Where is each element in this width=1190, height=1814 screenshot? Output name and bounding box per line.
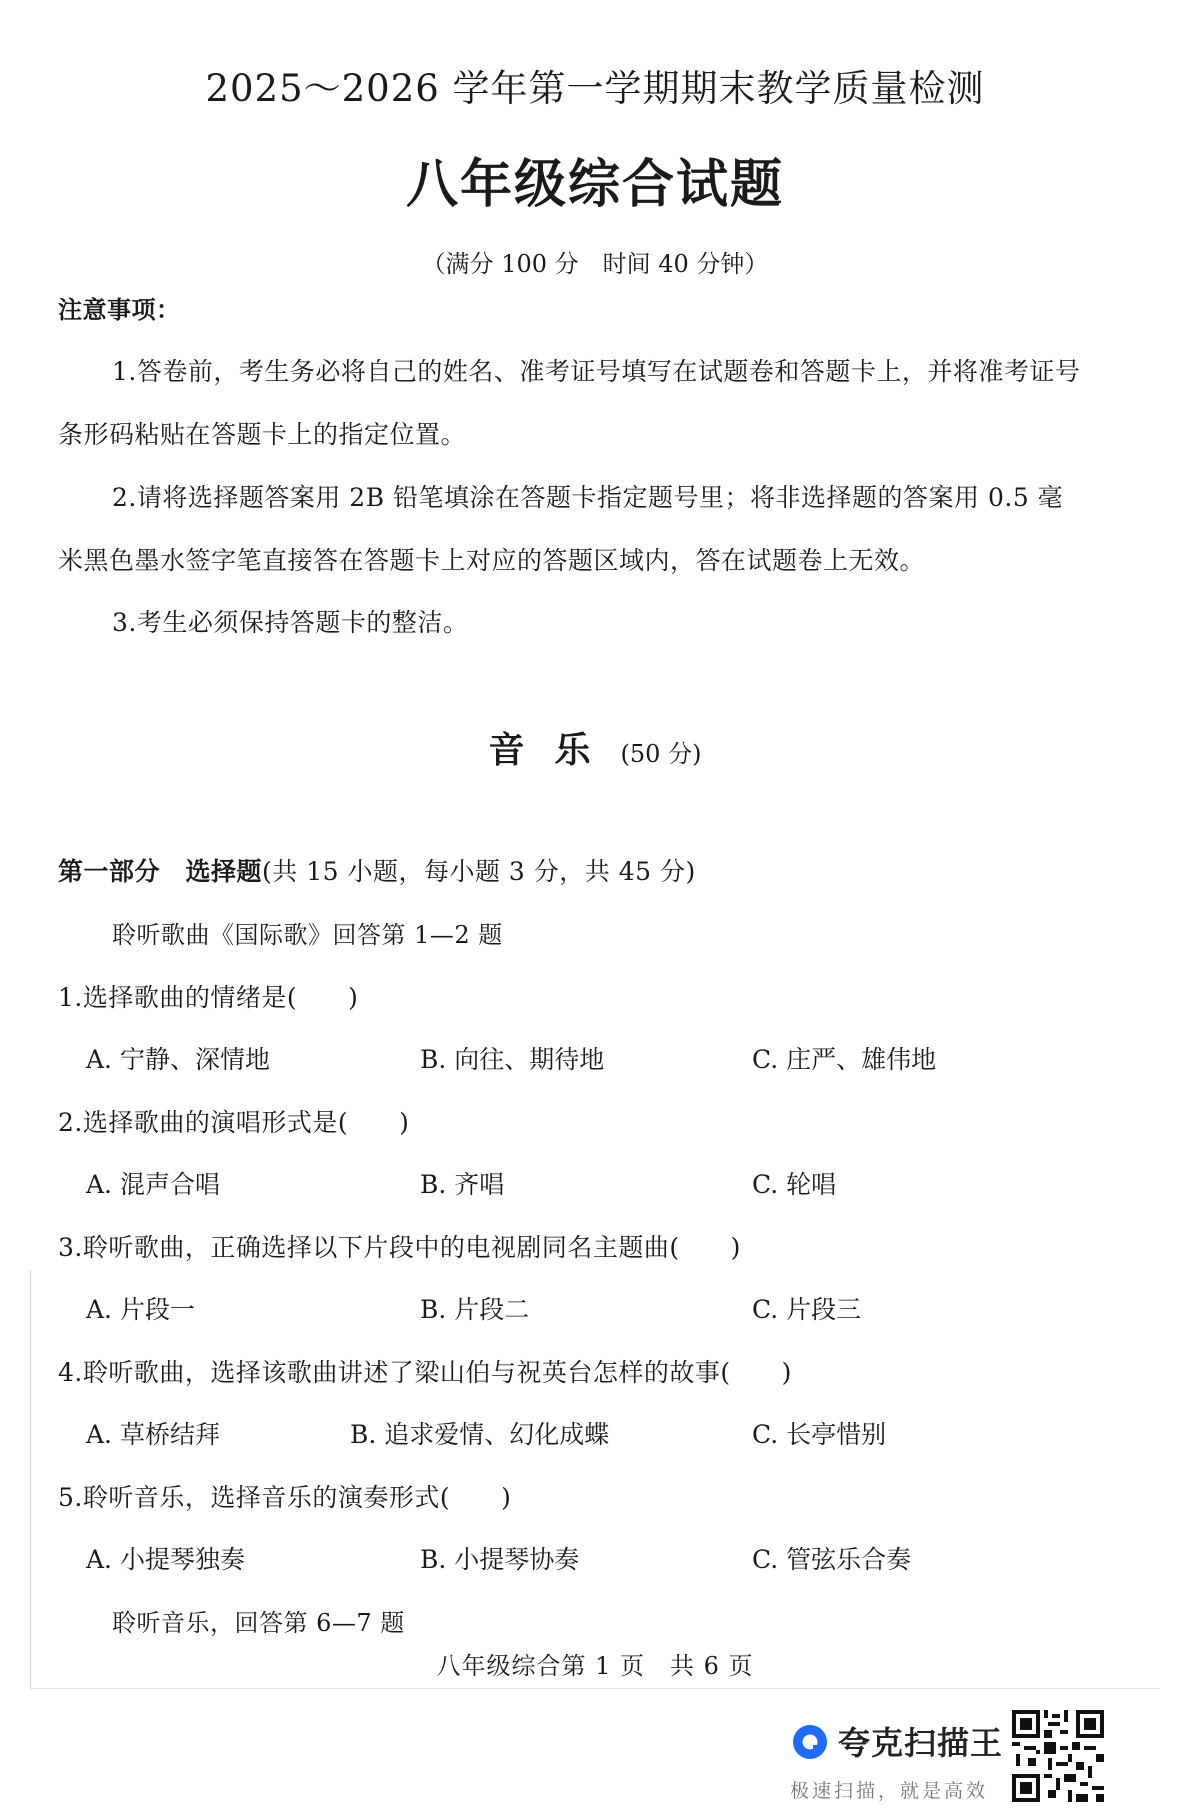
question-4: 4.聆听歌曲，选择该歌曲讲述了梁山伯与祝英台怎样的故事( ) <box>58 1358 792 1387</box>
listen-intro-1: 聆听歌曲《国际歌》回答第 1—2 题 <box>112 921 503 949</box>
notice-line-4: 米黑色墨水签字笔直接答在答题卡上对应的答题区域内，答在试题卷上无效。 <box>58 546 926 575</box>
q3-option-b: B. 片段二 <box>420 1295 530 1324</box>
quark-logo-icon <box>790 1722 830 1762</box>
notice-line-5: 3.考生必须保持答题卡的整洁。 <box>112 608 469 637</box>
q1-option-b: B. 向往、期待地 <box>420 1045 605 1074</box>
q4-option-a: A. 草桥结拜 <box>86 1420 220 1449</box>
scanner-watermark <box>790 1710 1110 1810</box>
q5-option-a: A. 小提琴独奏 <box>86 1545 245 1574</box>
notice-line-1: 1.答卷前，考生务必将自己的姓名、准考证号填写在试题卷和答题卡上，并将准考证号 <box>112 357 1081 386</box>
section-heading <box>0 722 1190 773</box>
part-heading <box>58 852 696 888</box>
question-2: 2.选择歌曲的演唱形式是( ) <box>58 1108 410 1137</box>
question-5: 5.聆听音乐，选择音乐的演奏形式( ) <box>58 1483 512 1512</box>
part-info: (共 15 小题，每小题 3 分，共 45 分) <box>262 857 696 886</box>
q3-option-a: A. 片段一 <box>86 1295 195 1324</box>
page-bottom-line <box>30 1688 1160 1689</box>
watermark-brand: 夸克扫描王 <box>838 1724 1004 1762</box>
notice-line-3: 2.请将选择题答案用 2B 铅笔填涂在答题卡指定题号里；将非选择题的答案用 0.5 毫 <box>112 483 1064 512</box>
page-footer: 八年级综合第 1 页 共 6 页 <box>436 1652 754 1680</box>
listen-intro-2: 聆听音乐，回答第 6—7 题 <box>112 1609 405 1637</box>
section-name: 音乐 <box>488 730 621 771</box>
part-label: 第一部分 选择题 <box>58 857 263 886</box>
section-points: (50 分) <box>620 740 702 768</box>
notice-heading: 注意事项： <box>58 296 181 324</box>
q1-option-a: A. 宁静、深情地 <box>86 1045 270 1074</box>
notice-line-2: 条形码粘贴在答题卡上的指定位置。 <box>58 420 467 449</box>
q4-option-b: B. 追求爱情、幻化成蝶 <box>350 1420 610 1449</box>
q2-option-a: A. 混声合唱 <box>86 1170 220 1199</box>
paper-title: 八年级综合试题 <box>405 155 784 215</box>
q4-option-c: C. 长亭惜别 <box>752 1420 887 1449</box>
exam-meta: （满分 100 分 时间 40 分钟） <box>421 250 769 278</box>
page-edge-line <box>30 1270 31 1690</box>
q1-option-c: C. 庄严、雄伟地 <box>752 1045 937 1074</box>
watermark-slogan: 极速扫描，就是高效 <box>790 1780 989 1802</box>
question-3: 3.聆听歌曲，正确选择以下片段中的电视剧同名主题曲( ) <box>58 1233 741 1262</box>
exam-title: 2025～2026 学年第一学期期末教学质量检测 <box>205 67 985 110</box>
q5-option-c: C. 管弦乐合奏 <box>752 1545 912 1574</box>
q2-option-c: C. 轮唱 <box>752 1170 837 1199</box>
q3-option-c: C. 片段三 <box>752 1295 862 1324</box>
question-1: 1.选择歌曲的情绪是( ) <box>58 983 359 1012</box>
q2-option-b: B. 齐唱 <box>420 1170 505 1199</box>
q5-option-b: B. 小提琴协奏 <box>420 1545 580 1574</box>
qr-code-icon <box>1012 1710 1104 1802</box>
